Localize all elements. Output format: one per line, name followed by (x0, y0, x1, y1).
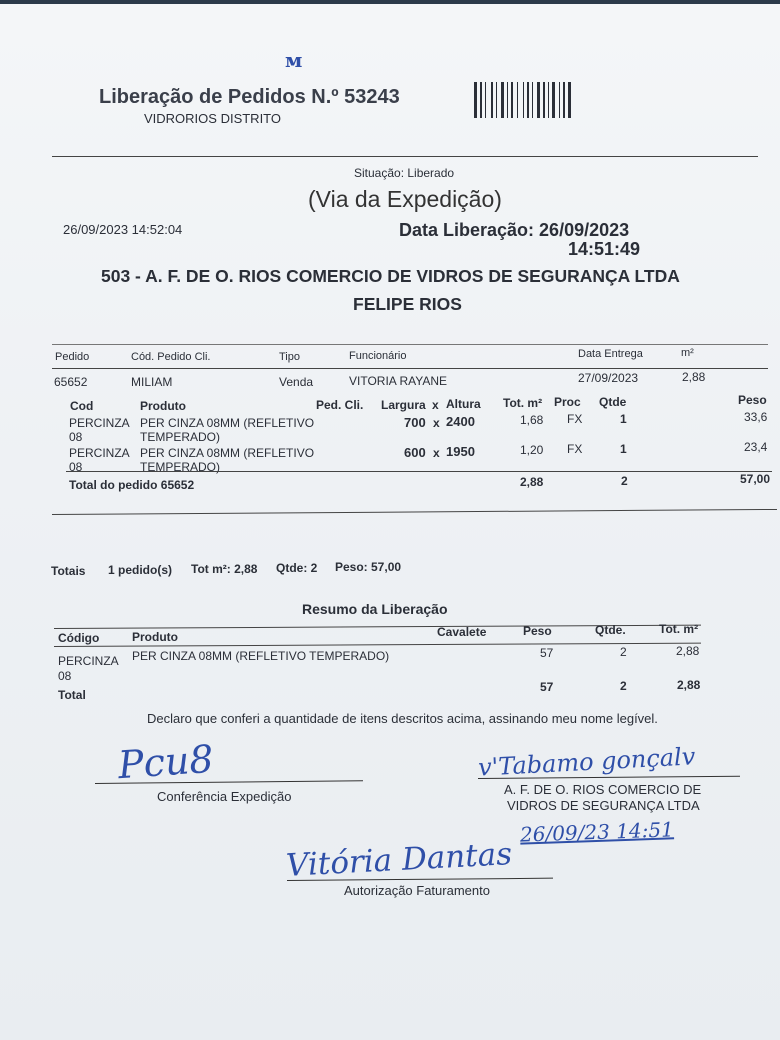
company-signature: v'Tabamo gonçalv (477, 742, 696, 782)
order-total-label: Total do pedido 65652 (69, 478, 195, 492)
table-row (69, 446, 130, 474)
item-peso: 33,6 (744, 410, 768, 424)
order-total-peso: 57,00 (740, 472, 771, 486)
col-cod: Cod (70, 399, 94, 413)
col-cod-pedido-cli: Cód. Pedido Cli. (131, 351, 211, 363)
item-qtde: 1 (620, 442, 627, 456)
order-funcionario: VITORIA RAYANE (349, 374, 448, 388)
col-funcionario: Funcionário (349, 350, 407, 362)
item-peso: 23,4 (744, 440, 768, 454)
order-m2: 2,88 (682, 370, 706, 384)
company-short-name: VIDRORIOS DISTRITO (144, 111, 281, 126)
divider (52, 368, 768, 369)
conferencia-label: Conferência Expedição (157, 789, 292, 804)
summary-col-cavalete: Cavalete (437, 625, 487, 639)
release-time: 14:51:49 (568, 239, 641, 259)
item-largura: 600 (404, 445, 426, 460)
col-largura: Largura (381, 398, 426, 412)
conferencia-signature: Pcu8 (116, 736, 215, 788)
divider (66, 471, 772, 472)
divider (52, 156, 758, 157)
item-qtde: 1 (620, 412, 627, 426)
col-peso: Peso (738, 393, 767, 407)
handwritten-date: 26/09/23 14:51 (519, 817, 675, 847)
summary-produto: PER CINZA 08MM (REFLETIVO TEMPERADO) (132, 649, 390, 663)
item-tot-m2: 1,20 (520, 443, 544, 457)
item-tot-m2: 1,68 (520, 413, 544, 427)
item-produto-line: TEMPERADO) (140, 430, 221, 444)
company-label-2: VIDROS DE SEGURANÇA LTDA (507, 798, 700, 813)
totals-m2: Tot m²: 2,88 (191, 562, 258, 576)
item-produto-line: PER CINZA 08MM (REFLETIVO (140, 416, 315, 430)
col-x: x (432, 398, 439, 412)
item-produto (140, 446, 314, 474)
item-altura: 2400 (446, 414, 475, 429)
item-produto-line: TEMPERADO) (140, 460, 221, 474)
divider (52, 509, 777, 515)
summary-tot-m2: 2,88 (676, 644, 700, 658)
order-total-m2: 2,88 (520, 475, 544, 489)
col-tipo: Tipo (279, 351, 300, 363)
barcode-icon (472, 82, 600, 120)
order-total-qtde: 2 (621, 474, 628, 488)
col-altura: Altura (446, 397, 481, 411)
item-x: x (433, 446, 440, 460)
summary-total-m2: 2,88 (677, 678, 701, 692)
status-text: Situação: Liberado (354, 166, 455, 180)
printed-timestamp: 26/09/2023 14:52:04 (63, 222, 183, 237)
totals-qtde: Qtde: 2 (276, 561, 318, 575)
order-number: 65652 (54, 375, 88, 389)
company-label-1: A. F. DE O. RIOS COMERCIO DE (504, 782, 702, 797)
item-altura: 1950 (446, 444, 475, 459)
page-title: Liberação de Pedidos N.º 53243 (99, 86, 400, 108)
client-name: 503 - A. F. DE O. RIOS COMERCIO DE VIDROS DE SEGURANÇA LTDA (101, 266, 680, 286)
summary-title: Resumo da Liberação (302, 601, 448, 617)
summary-qtde: 2 (620, 645, 627, 659)
table-row (69, 416, 130, 444)
order-data-entrega: 27/09/2023 (578, 371, 639, 385)
col-qtde: Qtde (599, 395, 627, 409)
totals-peso: Peso: 57,00 (335, 560, 402, 574)
summary-total-peso: 57 (540, 680, 554, 694)
summary-col-qtde: Qtde. (595, 623, 626, 637)
summary-codigo: PERCINZA (58, 654, 119, 668)
item-cod-suffix: 08 (69, 460, 83, 474)
col-proc: Proc (554, 395, 581, 409)
autorizacao-signature: Vitória Dantas (285, 836, 513, 884)
item-cod: PERCINZA (69, 416, 130, 430)
table-row (58, 654, 119, 684)
release-date: Data Liberação: 26/09/2023 (399, 220, 630, 240)
col-data-entrega: Data Entrega (578, 348, 643, 360)
totals-pedidos: 1 pedido(s) (108, 563, 173, 577)
col-tot-m2: Tot. m² (503, 396, 543, 410)
summary-col-tot-m2: Tot. m² (659, 622, 699, 636)
col-produto: Produto (140, 399, 186, 413)
item-proc: FX (567, 442, 583, 456)
summary-codigo-suffix: 08 (58, 669, 72, 683)
summary-col-codigo: Código (58, 631, 100, 645)
order-cod-cli: MILIAM (131, 375, 173, 389)
handwritten-mark: м (285, 48, 303, 72)
col-ped-cli: Ped. Cli. (316, 398, 364, 412)
divider (52, 344, 768, 345)
client-contact: FELIPE RIOS (353, 294, 462, 314)
summary-total-label: Total (58, 688, 86, 702)
summary-total-qtde: 2 (620, 679, 627, 693)
col-m2: m² (681, 347, 694, 359)
via-title: (Via da Expedição) (308, 186, 502, 212)
item-cod: PERCINZA (69, 446, 130, 460)
totals-label: Totais (51, 564, 86, 578)
summary-col-produto: Produto (132, 630, 178, 644)
item-produto (140, 416, 314, 444)
declaration-text: Declaro que conferi a quantidade de itens descritos acima, assinando meu nome legível. (147, 711, 658, 726)
order-tipo: Venda (279, 375, 314, 389)
item-x: x (433, 416, 440, 430)
item-proc: FX (567, 412, 583, 426)
item-cod-suffix: 08 (69, 430, 83, 444)
autorizacao-label: Autorização Faturamento (344, 883, 490, 898)
item-largura: 700 (404, 415, 426, 430)
item-produto-line: PER CINZA 08MM (REFLETIVO (140, 446, 315, 460)
summary-col-peso: Peso (523, 624, 552, 638)
summary-peso: 57 (540, 646, 554, 660)
col-pedido: Pedido (55, 351, 90, 363)
document-page (0, 4, 780, 1040)
